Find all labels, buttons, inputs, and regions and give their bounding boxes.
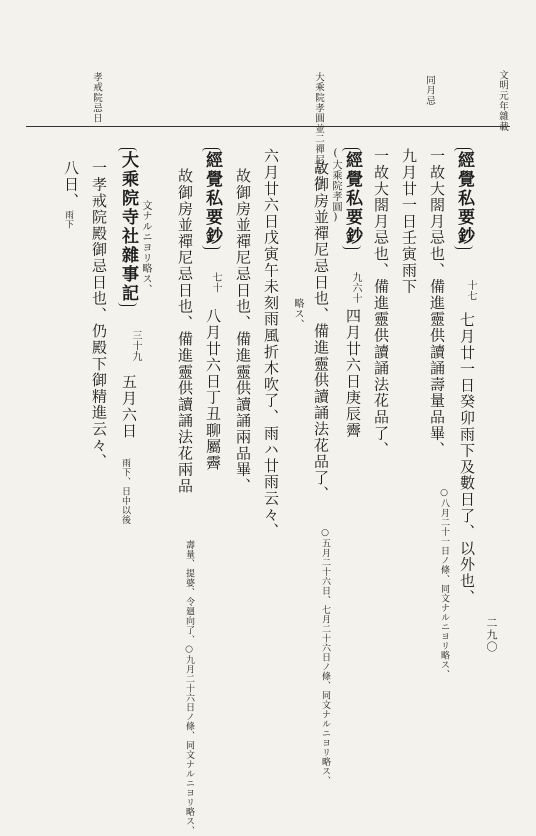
text-line: 五月六日 — [120, 374, 138, 440]
source-note-2: 九六十 — [350, 272, 361, 304]
source-note-1: 十七 — [465, 280, 476, 301]
source-title-keikaku-2: 經覺私要鈔 — [342, 148, 361, 249]
running-title: 文明元年雜載 — [497, 70, 508, 132]
text-line: 八月廿六日丁丑聊屬霽 — [204, 308, 222, 471]
text-line: 九月廿一日壬寅雨下 — [400, 148, 418, 295]
text-line: 七月廿一日癸卯雨下及數日了、以外也、 — [458, 312, 476, 606]
person-annotation: (大乘院孝圓) — [330, 148, 341, 224]
text-line: 故御房並禪尼忌日也、備進靈供讀誦法花兩品 — [176, 168, 194, 494]
text-line: 故御房並禪尼忌日也、備進靈供讀誦兩品畢、 — [234, 168, 252, 494]
text-line: 一故大閤月忌也、備進靈供讀誦法花品了、 — [372, 148, 390, 458]
text-note: ○五月二十六日、七月二十六日ノ條、同文ナルニヨリ略ス、 — [320, 528, 330, 786]
text-line: 一故大閤月忌也、備進靈供讀誦壽量品畢、 — [428, 148, 446, 458]
text-note: 壽量、提婆、令廻向了、○九月二十六日ノ條、同文ナルニヨリ略ス、 — [184, 540, 194, 836]
source-note-3: 七十 — [210, 272, 221, 293]
header-note-daijoin: 大乘院孝圓並二禪尼忌日 — [313, 72, 324, 186]
text-line: 一孝戒院殿御忌日也、仍殿下御精進云々、 — [90, 160, 108, 470]
text-line: 六月廿六日戊寅午未刻雨風折木吹了、雨ハ廿雨云々、 — [262, 148, 280, 540]
page-number: 二九〇 — [485, 617, 498, 653]
source-title-keikaku-3: 經覺私要鈔 — [202, 148, 221, 249]
omission-mark: 略ス、 — [292, 298, 303, 330]
text-line: 八日、 — [62, 160, 80, 209]
source-title-keikaku-1: 經覺私要鈔 — [454, 148, 473, 249]
text-note: 雨下、日中以後 — [120, 458, 130, 525]
header-note-kokaiin: 孝戒院忌日 — [91, 72, 102, 124]
text-note: ○八月二十一日ノ條、同文ナルニヨリ略ス、 — [439, 488, 449, 679]
text-note: 雨下 — [63, 210, 73, 229]
source-title-daijoin: 大乘院寺社雜事記 — [118, 148, 137, 306]
omission-mark: 文ナルニヨリ略ス、 — [140, 200, 151, 295]
source-note-4: 三十九 — [130, 330, 141, 362]
text-line: 四月廿六日庚辰霽 — [344, 308, 362, 439]
header-rule — [26, 126, 510, 127]
header-note-monthly: 同月忌 — [424, 75, 435, 106]
text-line: 故御房並禪尼忌日也、備進靈供讀誦法花品了、 — [312, 160, 330, 503]
